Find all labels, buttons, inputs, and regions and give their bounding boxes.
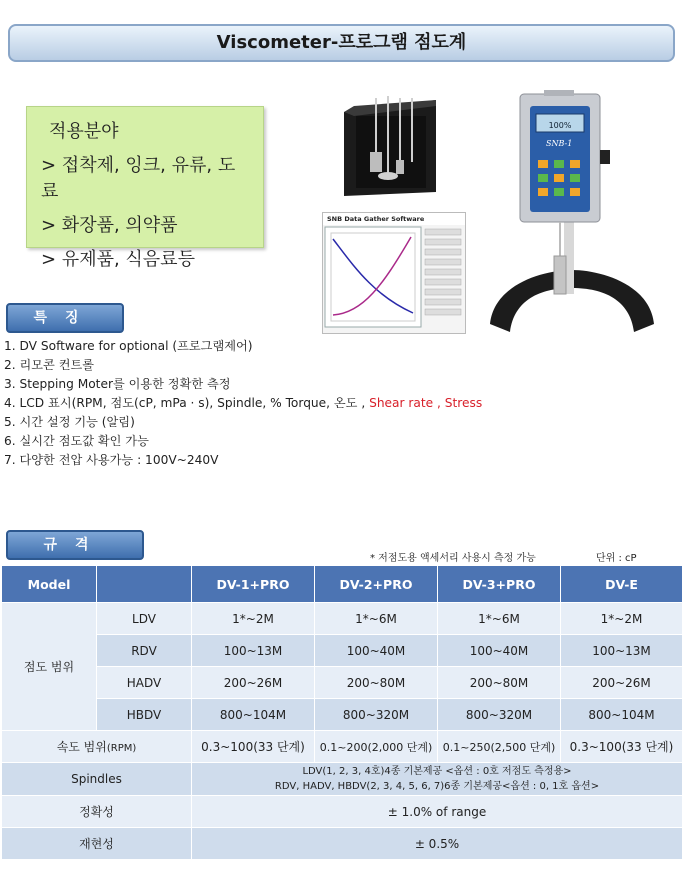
spindles-line: RDV, HADV, HBDV(2, 3, 4, 5, 6, 7)6종 기본제공<옵션 : 0, 1호 옵션> [274, 781, 600, 792]
application-item: > 화장품, 의약품 [41, 215, 178, 236]
repeat-label-cell: 재현성 [2, 828, 192, 860]
table-cell: 100~40M [315, 635, 438, 667]
table-cell: 0.1~250(2,500 단계) [438, 731, 561, 763]
speed-label-cell [2, 731, 192, 763]
table-cell: 800~104M [192, 699, 315, 731]
software-screenshot [322, 212, 466, 334]
accuracy-label-cell: 정확성 [2, 796, 192, 828]
spec-table [1, 565, 683, 860]
table-row [2, 699, 683, 731]
speed-unit: (RPM) [106, 743, 137, 754]
header-cell: DV-E [561, 566, 683, 603]
table-row [2, 796, 683, 828]
header-cell: DV-1+PRO [192, 566, 315, 603]
feature-item-4-text: 4. LCD 표시(RPM, 점도(cP, mPa · s), Spindle, % Torque, 온도 , [4, 396, 370, 410]
table-header-row [2, 566, 683, 603]
table-cell: 100~40M [438, 635, 561, 667]
range-label-cell: 점도 범위 [2, 603, 97, 731]
svg-text:100%: 100% [548, 121, 572, 130]
table-cell: 0.3~100(33 단계) [192, 731, 315, 763]
table-row [2, 763, 683, 796]
repeat-value-cell: ± 0.5% [192, 828, 683, 860]
header-cell: DV-3+PRO [438, 566, 561, 603]
feature-item: 1. DV Software for optional (프로그램제어) [4, 339, 253, 353]
table-row [2, 828, 683, 860]
table-cell: 200~26M [561, 667, 683, 699]
table-cell: 200~26M [192, 667, 315, 699]
range-name-cell: RDV [97, 635, 192, 667]
table-row [2, 635, 683, 667]
application-item: > 접착제, 잉크, 유류, 도료 [41, 155, 236, 202]
table-cell: 1*~6M [315, 603, 438, 635]
features-label: 특징 [6, 303, 124, 333]
feature-item: 7. 다양한 전압 사용가능 : 100V~240V [4, 453, 219, 467]
table-cell: 0.1~200(2,000 단계) [315, 731, 438, 763]
table-cell: 200~80M [438, 667, 561, 699]
feature-item: 2. 리모콘 컨트롤 [4, 358, 95, 372]
feature-item: 3. Stepping Moter를 이용한 정확한 측정 [4, 377, 231, 391]
application-title: 적용분야 [49, 121, 119, 142]
table-cell: 1*~6M [438, 603, 561, 635]
header-cell [97, 566, 192, 603]
table-cell: 1*~2M [561, 603, 683, 635]
spindles-line: LDV(1, 2, 3, 4호)4종 기본제공 <옵션 : 0호 저점도 측정용> [302, 766, 572, 777]
software-window-title: SNB Data Gather Software [323, 213, 465, 225]
table-row [2, 667, 683, 699]
feature-item-4-highlight: Shear rate , Stress [369, 396, 483, 410]
table-row [2, 731, 683, 763]
spec-label: 규격 [6, 530, 144, 560]
application-box [26, 106, 264, 270]
table-cell: 1*~2M [192, 603, 315, 635]
header-cell: Model [2, 566, 97, 603]
page-title: Viscometer-프로그램 점도계 [8, 24, 675, 62]
viscometer-image [484, 84, 660, 356]
spindles-label-cell: Spindles [2, 763, 192, 796]
range-name-cell: HADV [97, 667, 192, 699]
table-cell: 800~320M [315, 699, 438, 731]
header-cell: DV-2+PRO [315, 566, 438, 603]
table-cell: 200~80M [315, 667, 438, 699]
spec-note: * 저점도용 액세서리 사용시 측정 가능 [370, 553, 536, 564]
feature-item [4, 394, 482, 413]
spindle-rack-image [336, 92, 444, 200]
device-label: SNB-1 [546, 139, 573, 148]
table-cell: 100~13M [561, 635, 683, 667]
table-row [2, 603, 683, 635]
features-list [4, 337, 482, 470]
spindles-value-cell [192, 763, 683, 796]
table-cell: 100~13M [192, 635, 315, 667]
table-cell: 800~104M [561, 699, 683, 731]
speed-label: 속도 범위 [56, 740, 107, 754]
table-cell: 0.3~100(33 단계) [561, 731, 683, 763]
range-name-cell: LDV [97, 603, 192, 635]
accuracy-value-cell: ± 1.0% of range [192, 796, 683, 828]
feature-item: 5. 시간 설정 기능 (알림) [4, 415, 135, 429]
application-item: > 유제품, 식음료등 [41, 249, 195, 270]
feature-item: 6. 실시간 점도값 확인 가능 [4, 434, 149, 448]
spec-unit: 단위 : cP [596, 553, 637, 564]
range-name-cell: HBDV [97, 699, 192, 731]
table-cell: 800~320M [438, 699, 561, 731]
